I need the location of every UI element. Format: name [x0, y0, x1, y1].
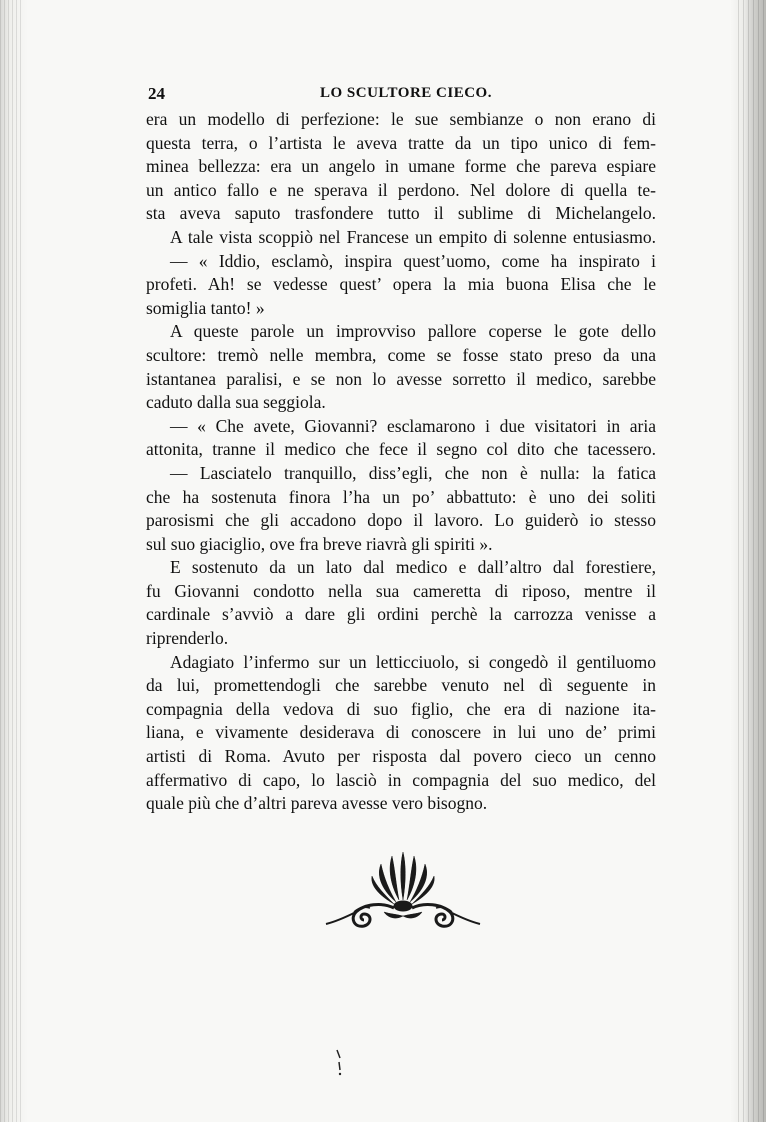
text-line: A queste parole un improvviso pallore coperse le gote dello	[170, 321, 656, 342]
text-line: sta aveva saputo trasfondere tutto il sublime di Michelangelo.	[146, 203, 656, 224]
text-line: liana, e vivamente desiderava di conoscere in lui uno de’ primi	[146, 722, 656, 743]
text-line: riprenderlo.	[146, 628, 229, 649]
text-line: attonita, tranne il medico che fece il segno col dito che tacessero.	[146, 439, 656, 460]
text-line: scultore: tremò nelle membra, come se fosse stato preso da una	[146, 344, 656, 365]
text-line: parosismi che gli accadono dopo il lavoro. Lo guiderò io stesso	[146, 510, 656, 531]
text-line: affermativo di capo, lo lasciò in compagnia del suo medico, del	[146, 769, 656, 790]
text-line: caduto dalla sua seggiola.	[146, 392, 326, 413]
text-line: compagnia della vedova di suo figlio, che era di nazione ita-	[146, 698, 656, 719]
page-header	[148, 84, 656, 106]
text-line: un antico fallo e ne sperava il perdono. Nel dolore di quella te-	[146, 179, 656, 200]
text-line: — Lasciatelo tranquillo, diss’egli, che non è nulla: la fatica	[170, 462, 656, 483]
right-page-edge	[738, 0, 766, 1122]
text-line: sul suo giaciglio, ove fra breve riavrà gli spiriti ».	[146, 533, 493, 554]
text-line: somiglia tanto! »	[146, 297, 265, 318]
text-line: era un modello di perfezione: le sue sembianze o non erano di	[146, 109, 656, 129]
text-line: da lui, promettendogli che sarebbe venuto nel dì seguente in	[146, 675, 656, 696]
text-line: minea bellezza: era un angelo in umane forme che pareva espiare	[146, 156, 656, 177]
text-line: che ha sostenuta finora l’ha un po’ abbattuto: è uno dei soliti	[146, 486, 656, 507]
text-line: — « Che avete, Giovanni? esclamarono i due visitatori in aria	[170, 415, 656, 436]
ink-specks	[334, 1048, 344, 1078]
palmette-ornament-icon	[324, 842, 482, 932]
text-line: fu Giovanni condotto nella sua cameretta di riposo, mentre il	[146, 580, 656, 601]
left-page-edge	[0, 0, 22, 1122]
text-line: cardinale s’avviò a dare gli ordini perchè la carrozza venisse a	[146, 604, 656, 625]
text-line: profeti. Ah! se vedesse quest’ opera la mia buona Elisa che le	[146, 274, 656, 295]
text-line: — « Iddio, esclamò, inspira quest’uomo, come ha inspirato i	[170, 250, 656, 271]
text-line: Adagiato l’infermo sur un letticciuolo, si congedò il gentiluomo	[170, 651, 656, 672]
text-line: E sostenuto da un lato dal medico e dall’altro dal forestiere,	[170, 557, 656, 578]
text-line: A tale vista scoppiò nel Francese un empito di solenne entusiasmo.	[170, 226, 656, 247]
running-title: LO SCULTORE CIECO.	[320, 85, 492, 101]
text-line: questa terra, o l’artista le aveva tratte da un tipo unico di fem-	[146, 132, 656, 153]
text-line: quale più che d’altri pareva avesse vero bisogno.	[146, 793, 488, 814]
text-line: artisti di Roma. Avuto per risposta dal povero cieco un cenno	[146, 746, 656, 767]
body-text	[146, 108, 656, 816]
page-number: 24	[148, 84, 165, 103]
text-line: istantanea paralisi, e se non lo avesse sorretto il medico, sarebbe	[146, 368, 656, 389]
